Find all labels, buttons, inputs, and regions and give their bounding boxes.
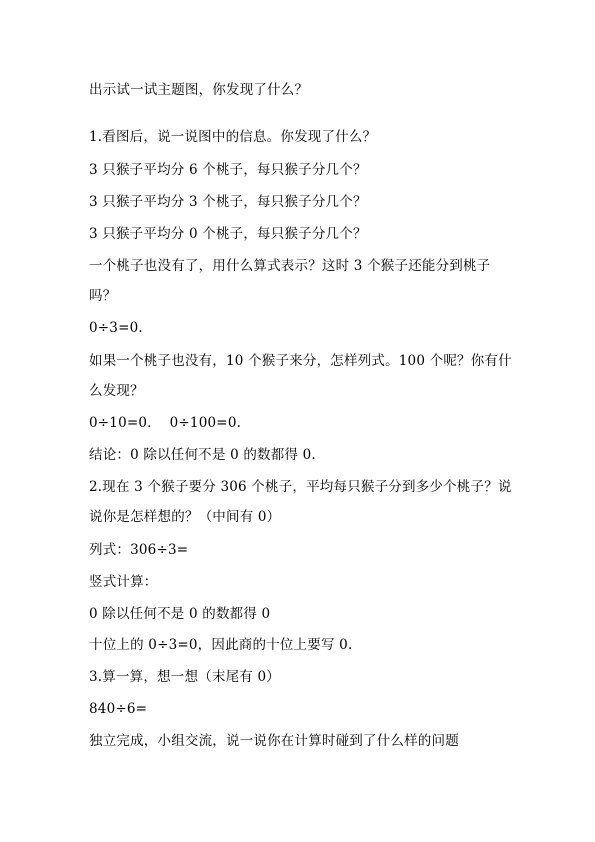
question-line: 一个桃子也没有了，用什么算式表示？这时 3 个猴子还能分到桃子	[89, 258, 491, 274]
equation-line: 0÷10=0. 0÷100=0.	[89, 415, 242, 431]
instruction-line: 独立完成，小组交流，说一说你在计算时碰到了什么样的问题	[89, 733, 459, 749]
question-line-continued: 吗？	[89, 288, 117, 304]
section-1-heading: 1.看图后，说一说图中的信息。你发现了什么？	[89, 129, 377, 145]
section-2-heading-continued: 说你是怎样想的？（中间有 0）	[89, 509, 281, 525]
question-line: 3 只猴子平均分 0 个桃子，每只猴子分几个？	[89, 226, 367, 242]
equation-line: 列式：306÷3=	[89, 542, 189, 558]
question-line-continued: 么发现？	[89, 383, 144, 399]
section-2-heading: 2.现在 3 个猴子要分 306 个桃子，平均每只猴子分到多少个桃子？说	[89, 479, 512, 495]
conclusion-line: 结论：0 除以任何不是 0 的数都得 0.	[89, 447, 316, 463]
question-line: 如果一个桃子也没有，10 个猴子来分，怎样列式。100 个呢？你有什	[89, 353, 512, 369]
explanation-line: 十位上的 0÷3=0，因此商的十位上要写 0.	[89, 637, 353, 653]
rule-line: 0 除以任何不是 0 的数都得 0	[89, 606, 271, 622]
intro-line: 出示试一试主题图，你发现了什么？	[89, 82, 309, 98]
instruction-line: 竖式计算：	[89, 574, 158, 590]
section-3-heading: 3.算一算，想一想（末尾有 0）	[89, 669, 280, 685]
question-line: 3 只猴子平均分 6 个桃子，每只猴子分几个？	[89, 162, 367, 178]
equation-line: 0÷3=0.	[89, 320, 143, 336]
question-line: 3 只猴子平均分 3 个桃子，每只猴子分几个？	[89, 194, 367, 210]
equation-line: 840÷6=	[89, 701, 148, 717]
